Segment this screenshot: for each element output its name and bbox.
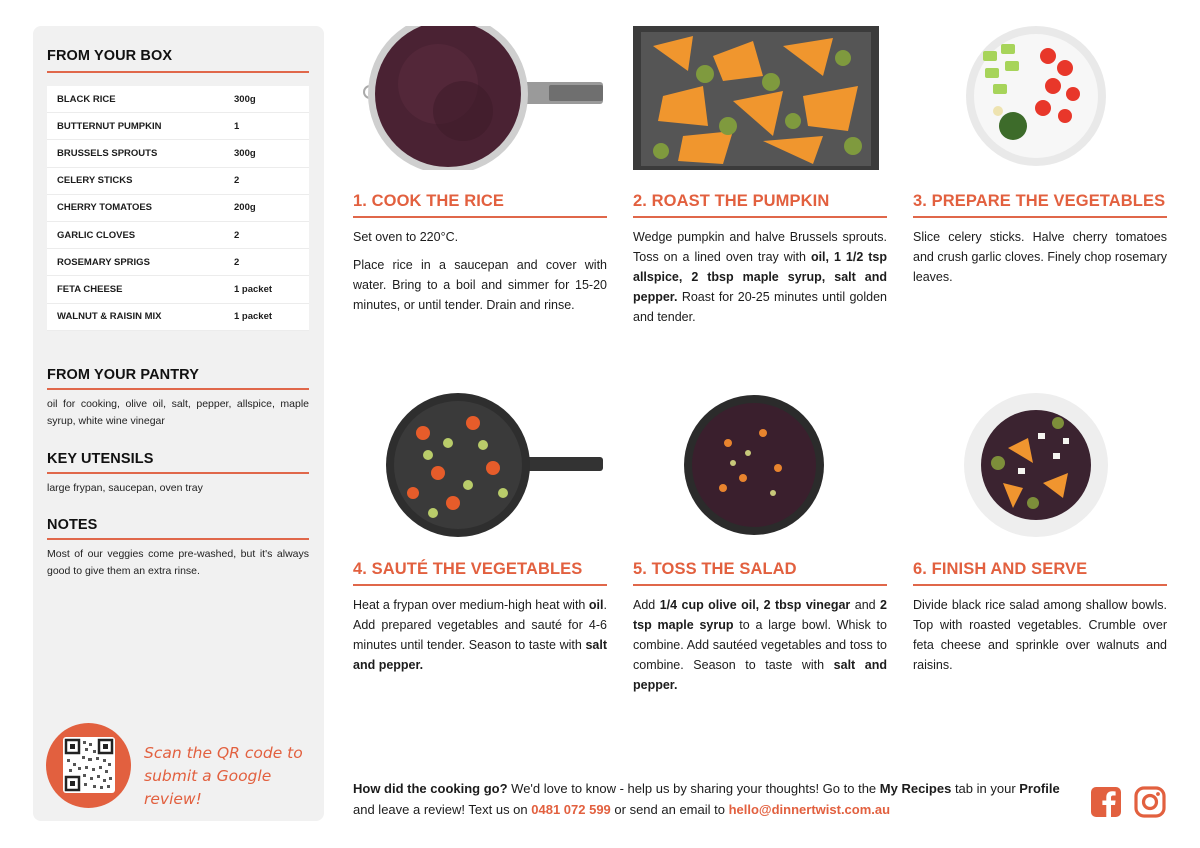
utensils-text: large frypan, saucepan, oven tray (47, 482, 203, 494)
instruction-paragraph (633, 227, 887, 327)
ingredient-name: CELERY STICKS (47, 167, 222, 194)
emphasized-text: salt and pepper. (633, 658, 887, 692)
from-your-pantry-title: FROM YOUR PANTRY (47, 367, 199, 383)
my-recipes-link[interactable]: My Recipes (879, 781, 952, 796)
instruction-text: to a large bowl. Whisk to combine. Add sautéed vegetables and toss to combine. Season to taste with (633, 618, 887, 672)
instruction-paragraph (353, 255, 607, 315)
ingredient-name: CHERRY TOMATOES (47, 194, 222, 221)
divider (47, 388, 309, 390)
instruction-text: Wedge pumpkin and halve Brussels sprouts. Toss on a lined oven tray with (633, 230, 887, 264)
qr-code-badge[interactable] (46, 723, 131, 808)
ingredient-row (47, 167, 309, 194)
step-2-photo (633, 26, 879, 170)
divider (47, 71, 309, 73)
instruction-paragraph (353, 595, 607, 675)
pantry-text: oil for cooking, olive oil, salt, pepper, allspice, maple syrup, white wine vinegar (47, 398, 309, 427)
instruction-paragraph (913, 227, 1167, 287)
phone-number-link[interactable]: 0481 072 599 (531, 802, 611, 817)
step-3-instructions (913, 227, 1167, 295)
ingredient-name: BLACK RICE (47, 86, 222, 113)
ingredient-row (47, 86, 309, 113)
ingredient-quantity: 2 (222, 249, 309, 276)
instruction-text: Heat a frypan over medium-high heat with (353, 598, 589, 612)
step-6-title: 6. FINISH AND SERVE (913, 560, 1088, 578)
instruction-text: . Add prepared vegetables and sauté for 4-6 minutes until tender. Season to taste with (353, 598, 607, 652)
instruction-text: Set oven to 220°C. (353, 230, 459, 244)
ingredients-sidebar (33, 26, 324, 821)
ingredient-name: BUTTERNUT PUMPKIN (47, 113, 222, 140)
ingredient-quantity: 1 packet (222, 303, 309, 330)
ingredient-row (47, 113, 309, 140)
step-4-title: 4. SAUTÉ THE VEGETABLES (353, 560, 583, 578)
ingredient-name: GARLIC CLOVES (47, 221, 222, 248)
emphasized-text: oil, 1 1/2 tsp allspice, 2 tbsp maple syrup, salt and pepper. (633, 250, 888, 304)
divider (353, 216, 607, 218)
instruction-text: Add (633, 598, 660, 612)
footer-text: tab in your (951, 781, 1020, 796)
step-6-instructions (913, 595, 1167, 683)
ingredient-row (47, 194, 309, 221)
instruction-text: Slice celery sticks. Halve cherry tomatoes and crush garlic cloves. Finely chop rosemary leaves. (913, 230, 1167, 284)
step-2-instructions (633, 227, 887, 335)
ingredient-row (47, 140, 309, 167)
instagram-icon[interactable] (1134, 786, 1166, 818)
divider (633, 584, 887, 586)
instruction-paragraph (633, 595, 887, 695)
ingredient-name: FETA CHEESE (47, 276, 222, 303)
footer-text: and leave a review! Text us on (353, 802, 532, 817)
ingredient-row (47, 221, 309, 248)
step-5-title: 5. TOSS THE SALAD (633, 560, 797, 578)
facebook-icon[interactable] (1090, 786, 1122, 818)
step-5-instructions (633, 595, 887, 703)
step-2-title: 2. ROAST THE PUMPKIN (633, 192, 830, 210)
divider (47, 538, 309, 540)
from-your-box-title: FROM YOUR BOX (47, 48, 173, 64)
step-4-photo (353, 393, 607, 537)
instruction-paragraph (913, 595, 1167, 675)
divider (633, 216, 887, 218)
footer-question: How did the cooking go? (353, 781, 508, 796)
ingredient-row (47, 303, 309, 330)
step-5-photo (633, 393, 887, 537)
divider (47, 472, 309, 474)
footer-text: or send an email to (610, 802, 729, 817)
ingredients-table (47, 86, 309, 331)
divider (913, 584, 1167, 586)
emphasized-text: oil (588, 598, 604, 612)
ingredient-quantity: 300g (222, 86, 309, 113)
email-link[interactable]: hello@dinnertwist.com.au (728, 802, 891, 817)
step-1-title: 1. COOK THE RICE (353, 192, 505, 210)
feedback-footer (353, 778, 1071, 820)
instruction-text: and (850, 598, 881, 612)
step-3-title: 3. PREPARE THE VEGETABLES (913, 192, 1166, 210)
emphasized-text: 1/4 cup olive oil, 2 tbsp vinegar (659, 598, 851, 612)
step-1-photo (353, 26, 607, 170)
instruction-text: Place rice in a saucepan and cover with water. Bring to a boil and simmer for 15-20 minutes, or until tender. Drain and rinse. (353, 258, 607, 312)
emphasized-text: salt and pepper. (353, 638, 607, 672)
divider (913, 216, 1167, 218)
instruction-text: Divide black rice salad among shallow bowls. Top with roasted vegetables. Crumble over feta cheese and sprinkle over walnuts and raisins. (913, 598, 1167, 672)
qr-cta-line: Scan the QR code to (144, 744, 303, 762)
divider (353, 584, 607, 586)
step-6-photo (913, 393, 1167, 537)
ingredient-quantity: 2 (222, 221, 309, 248)
step-1-instructions (353, 227, 607, 323)
instruction-paragraph (353, 227, 607, 247)
profile-link[interactable]: Profile (1019, 781, 1060, 796)
ingredient-quantity: 200g (222, 194, 309, 221)
ingredient-name: WALNUT & RAISIN MIX (47, 303, 222, 330)
qr-call-to-action (144, 742, 314, 811)
ingredient-row (47, 249, 309, 276)
key-utensils-title: KEY UTENSILS (47, 451, 154, 467)
qr-cta-line: submit a Google review! (144, 767, 272, 808)
ingredient-name: ROSEMARY SPRIGS (47, 249, 222, 276)
footer-text: We'd love to know - help us by sharing your thoughts! Go to the (507, 781, 880, 796)
step-3-photo (913, 26, 1167, 170)
emphasized-text: 2 tsp maple syrup (633, 598, 887, 632)
ingredient-name: BRUSSELS SPROUTS (47, 140, 222, 167)
ingredient-quantity: 300g (222, 140, 309, 167)
qr-code-icon[interactable] (63, 737, 115, 793)
notes-title: NOTES (47, 517, 98, 533)
ingredient-quantity: 1 packet (222, 276, 309, 303)
notes-text: Most of our veggies come pre-washed, but it's always good to give them an extra rinse. (47, 548, 309, 577)
instruction-text: Roast for 20-25 minutes until golden and tender. (633, 290, 887, 324)
ingredient-quantity: 2 (222, 167, 309, 194)
ingredient-quantity: 1 (222, 113, 309, 140)
step-4-instructions (353, 595, 607, 683)
ingredient-row (47, 276, 309, 303)
